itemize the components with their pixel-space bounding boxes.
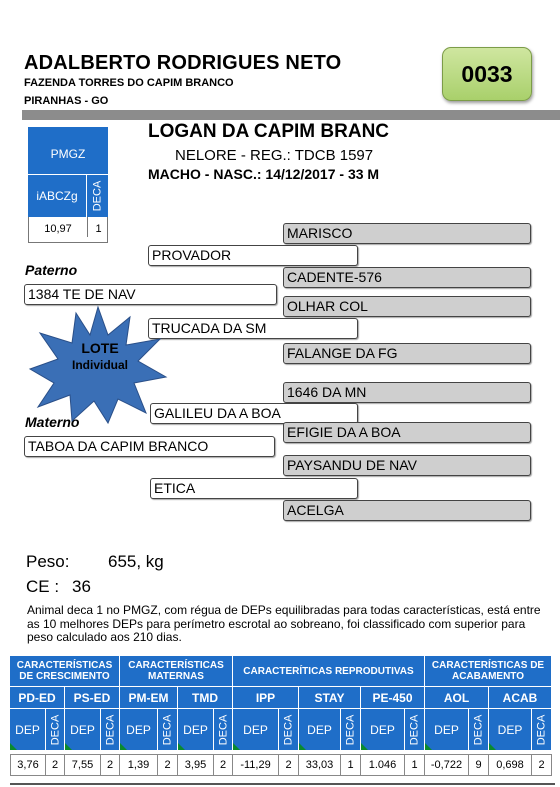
pmgz-iabczg-value: 10,97 xyxy=(44,223,72,235)
animal-description: Animal deca 1 no PMGZ, com régua de DEPs equilibradas para todas características, está entre as 10 melhores DEPs para perímetro escrotal ao sobreano, foi classificado com superior para peso calculado aos 210 dias. xyxy=(27,603,541,644)
footer-divider xyxy=(10,783,555,785)
pedigree-great-grandparent-1: MARISCO xyxy=(283,223,531,244)
deca-value-pe-450: 1 xyxy=(405,754,425,776)
pedigree-dam: TABOA DA CAPIM BRANCO xyxy=(24,436,275,457)
trait-header-pm-em: PM-EM xyxy=(120,686,178,708)
peso-label: Peso: xyxy=(26,552,70,571)
dep-label: DEP xyxy=(425,708,469,750)
pmgz-iabczg-label: iABCZg xyxy=(36,189,78,203)
trait-header-ps-ed: PS-ED xyxy=(65,686,120,708)
farm-name: FAZENDA TORRES DO CAPIM BRANCO xyxy=(24,77,234,89)
pmgz-program-label: PMGZ xyxy=(50,147,86,161)
deca-label: DECA xyxy=(279,708,299,750)
deca-value-pm-em: 2 xyxy=(158,754,178,776)
pedigree-maternal-grandsire: GALILEU DA A BOA xyxy=(150,403,358,424)
deca-value-tmd: 2 xyxy=(214,754,233,776)
trait-header-acab: ACAB xyxy=(489,686,552,708)
lot-number-badge: 0033 xyxy=(442,47,532,101)
lot-label: LOTE xyxy=(81,340,119,356)
trait-header-pd-ed: PD-ED xyxy=(10,686,65,708)
deca-label: DECA xyxy=(214,708,233,750)
deca-label: DECA xyxy=(469,708,489,750)
materno-label: Materno xyxy=(25,414,80,430)
dep-label: DEP xyxy=(65,708,101,750)
pedigree-great-grandparent-4: FALANGE DA FG xyxy=(283,343,531,364)
pedigree-paternal-grandsire: PROVADOR xyxy=(148,245,358,266)
pedigree-sire: 1384 TE DE NAV xyxy=(24,284,277,305)
dep-label: DEP xyxy=(10,708,46,750)
pedigree-great-grandparent-3: OLHAR COL xyxy=(283,296,531,317)
deca-value-ipp: 2 xyxy=(279,754,299,776)
pmgz-deca-label: DECA xyxy=(91,180,103,212)
deca-value-ps-ed: 2 xyxy=(101,754,120,776)
pedigree-great-grandparent-8: ACELGA xyxy=(283,500,531,521)
dep-value-stay: 33,03 xyxy=(299,754,341,776)
deca-label: DECA xyxy=(405,708,425,750)
pedigree-paternal-granddam: TRUCADA DA SM xyxy=(148,318,358,339)
animal-breed-registration: NELORE - REG.: TDCB 1597 xyxy=(175,147,374,164)
dep-value-ps-ed: 7,55 xyxy=(65,754,101,776)
pmgz-box xyxy=(28,127,108,217)
paterno-label: Paterno xyxy=(25,262,78,278)
deca-label: DECA xyxy=(341,708,361,750)
dep-value-tmd: 3,95 xyxy=(178,754,214,776)
animal-name: LOGAN DA CAPIM BRANC xyxy=(148,121,390,142)
pedigree-great-grandparent-5: 1646 DA MN xyxy=(283,382,531,403)
pmgz-deca-value: 1 xyxy=(87,217,109,237)
dep-label: DEP xyxy=(233,708,279,750)
dep-label: DEP xyxy=(178,708,214,750)
deca-label: DECA xyxy=(158,708,178,750)
header-divider xyxy=(22,110,560,120)
animal-sex-birth: MACHO - NASC.: 14/12/2017 - 33 M xyxy=(148,166,380,182)
deca-value-pd-ed: 2 xyxy=(46,754,65,776)
pedigree-maternal-granddam: ETICA xyxy=(150,478,358,499)
deca-value-stay: 1 xyxy=(341,754,361,776)
lot-type-label: Individual xyxy=(71,358,128,372)
trait-header-ipp: IPP xyxy=(233,686,299,708)
dep-value-pd-ed: 3,76 xyxy=(10,754,46,776)
pedigree-great-grandparent-7: PAYSANDU DE NAV xyxy=(283,455,531,476)
deca-label: DECA xyxy=(46,708,65,750)
owner-name: ADALBERTO RODRIGUES NETO xyxy=(24,52,342,74)
farm-city: PIRANHAS - GO xyxy=(24,95,109,107)
pedigree-great-grandparent-6: EFIGIE DA A BOA xyxy=(283,422,531,443)
pedigree-great-grandparent-2: CADENTE-576 xyxy=(283,267,531,288)
dep-label: DEP xyxy=(489,708,532,750)
ce-value: 36 xyxy=(72,577,91,596)
dep-value-ipp: -11,29 xyxy=(233,754,279,776)
dep-value-pm-em: 1,39 xyxy=(120,754,158,776)
trait-header-pe-450: PE-450 xyxy=(361,686,425,708)
peso-value: 655, kg xyxy=(108,552,164,571)
group-header-growth: CARACTERÍSTICAS DE CRESCIMENTO xyxy=(10,656,120,686)
trait-header-stay: STAY xyxy=(299,686,361,708)
group-header-maternal: CARACTERÍSTICAS MATERNAS xyxy=(120,656,233,686)
dep-table xyxy=(10,656,552,776)
dep-value-acab: 0,698 xyxy=(489,754,532,776)
dep-label: DEP xyxy=(299,708,341,750)
deca-label: DECA xyxy=(532,708,552,750)
group-header-finishing: CARACTERÍSTICAS DE ACABAMENTO xyxy=(425,656,552,686)
pmgz-values xyxy=(28,217,108,243)
deca-label: DECA xyxy=(101,708,120,750)
dep-label: DEP xyxy=(120,708,158,750)
trait-header-aol: AOL xyxy=(425,686,489,708)
deca-value-aol: 9 xyxy=(469,754,489,776)
trait-header-tmd: TMD xyxy=(178,686,233,708)
dep-label: DEP xyxy=(361,708,405,750)
ce-label: CE : xyxy=(26,577,60,596)
dep-value-aol: -0,722 xyxy=(425,754,469,776)
dep-value-pe-450: 1.046 xyxy=(361,754,405,776)
deca-value-acab: 2 xyxy=(532,754,552,776)
group-header-reproductive: CARACTERÍTICAS REPRODUTIVAS xyxy=(233,656,425,686)
